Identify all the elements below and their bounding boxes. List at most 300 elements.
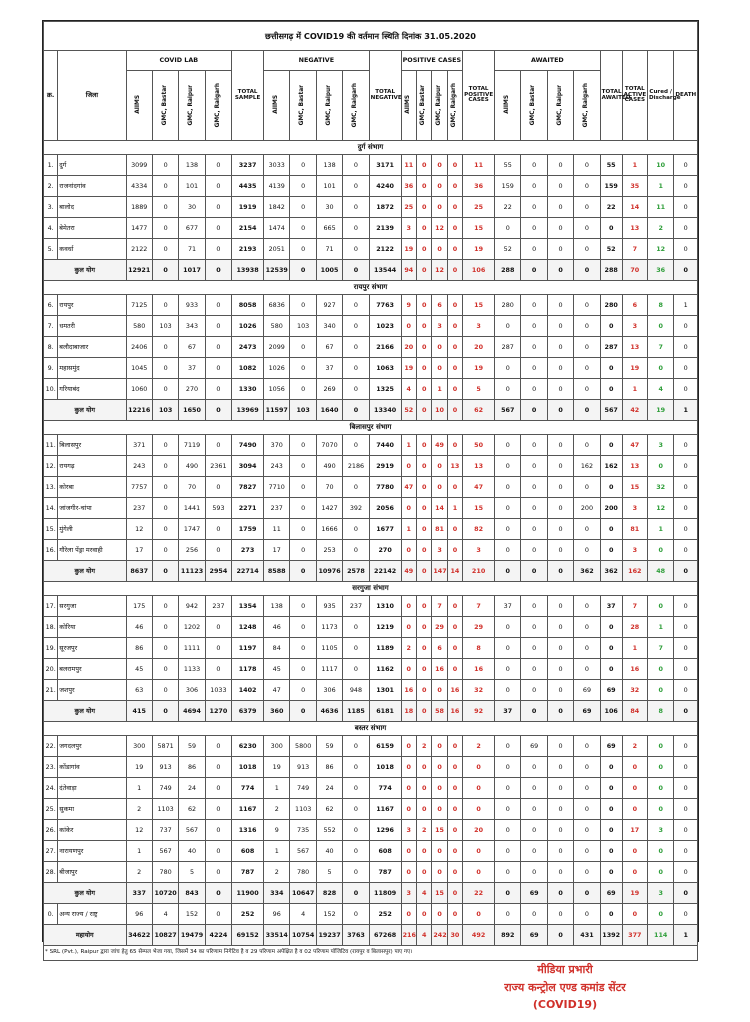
cell-value: 0 [205,155,231,176]
serial-number: 26. [44,820,58,841]
cell-value: 0 [447,862,462,883]
cell-value: 273 [232,540,264,561]
cell-value: 0 [205,841,231,862]
cell-value: 0 [521,239,547,260]
cell-value: 0 [205,638,231,659]
cell-value: 1 [622,638,647,659]
cell-value: 0 [547,176,573,197]
cell-value: 101 [179,176,205,197]
cell-value: 0 [343,883,369,904]
cell-value: 3 [463,540,495,561]
serial-number: 25. [44,799,58,820]
cell-value: 20 [401,337,416,358]
cell-value: 0 [547,561,573,582]
cell-value: 17 [126,540,152,561]
cell-value: 0 [547,400,573,421]
cell-value: 0 [521,757,547,778]
cell-value: 0 [521,904,547,925]
cell-value: 1889 [126,197,152,218]
serial-number: 20. [44,659,58,680]
cell-value: 0 [574,519,600,540]
cell-value: 2122 [369,239,401,260]
cell-value: 0 [343,540,369,561]
cell-value: 1441 [179,498,205,519]
district-name: बीजापुर [58,862,126,883]
cell-value: 16 [447,701,462,722]
district-name: रायपुर [58,295,126,316]
cell-value: 0 [290,617,316,638]
cell-value: 0 [600,820,622,841]
cell-value: 82 [463,519,495,540]
cell-value: 0 [600,358,622,379]
cell-value: 67 [179,337,205,358]
cell-value: 0 [343,316,369,337]
serial-number: 5. [44,239,58,260]
cell-value: 392 [343,498,369,519]
district-name: मुंगेली [58,519,126,540]
cell-value: 913 [290,757,316,778]
cell-value: 787 [232,862,264,883]
cell-value: 0 [432,456,447,477]
cell-value: 0 [447,337,462,358]
cell-value: 0 [447,757,462,778]
cell-value: 300 [126,736,152,757]
await-subheader-label: GMC, Bastar [530,84,537,125]
cell-value: 152 [179,904,205,925]
cell-value: 0 [521,680,547,701]
cell-value: 12216 [126,400,152,421]
cell-value: 0 [674,337,698,358]
cell-value: 0 [416,904,431,925]
cell-value: 69 [574,680,600,701]
cell-value: 4240 [369,176,401,197]
cell-value: 0 [547,337,573,358]
cell-value: 0 [574,904,600,925]
cell-value: 0 [495,799,521,820]
district-header: जिला [58,51,126,141]
cell-value: 1 [264,841,290,862]
cell-value: 490 [316,456,342,477]
cell-value: 0 [622,862,647,883]
total-awaited-header: TOTAL AWAITED [600,51,622,141]
cell-value: 0 [401,456,416,477]
cell-value: 0 [547,295,573,316]
cell-value: 0 [416,540,431,561]
report-sheet [42,20,699,956]
cell-value: 13 [463,456,495,477]
cell-value: 13544 [369,260,401,281]
cell-value: 6379 [232,701,264,722]
cell-value: 1 [674,400,698,421]
serial-number: 19. [44,638,58,659]
cell-value: 0 [674,659,698,680]
cell-value: 0 [647,862,673,883]
cell-value: 0 [447,379,462,400]
cell-value: 0 [600,757,622,778]
cell-value: 0 [432,176,447,197]
cell-value: 1310 [369,596,401,617]
cell-value: 20 [463,820,495,841]
cell-value: 0 [447,659,462,680]
cell-value: 0 [205,435,231,456]
cell-value: 306 [316,680,342,701]
cell-value: 0 [432,680,447,701]
cell-value: 7757 [126,477,152,498]
cell-value: 3 [401,820,416,841]
cell-value: 0 [495,736,521,757]
cell-value: 0 [290,540,316,561]
cell-value: 0 [401,862,416,883]
cell-value: 0 [401,617,416,638]
cell-value: 46 [264,617,290,638]
cell-value: 1747 [179,519,205,540]
cell-value: 0 [547,197,573,218]
cell-value: 0 [674,477,698,498]
cell-value: 1202 [179,617,205,638]
cell-value: 58 [432,701,447,722]
cell-value: 8058 [232,295,264,316]
cell-value: 37 [495,596,521,617]
cell-value: 0 [600,316,622,337]
signature-office: राज्य कन्ट्रोल एण्ड कमांड सेंटर [504,981,626,994]
cell-value: 47 [264,680,290,701]
cell-value: 69 [600,736,622,757]
cell-value: 0 [547,617,573,638]
cell-value: 0 [432,736,447,757]
cell-value: 1 [647,519,673,540]
cell-value: 81 [432,519,447,540]
cell-value: 580 [126,316,152,337]
cell-value: 0 [152,561,178,582]
cell-value: 5800 [290,736,316,757]
cell-value: 7 [622,596,647,617]
cell-value: 0 [463,799,495,820]
cell-value: 0 [432,477,447,498]
cell-value: 0 [432,757,447,778]
cell-value: 2154 [232,218,264,239]
serial-number: 22. [44,736,58,757]
cell-value: 55 [495,155,521,176]
cell-value: 0 [205,540,231,561]
cell-value: 0 [416,218,431,239]
district-name: राजनांदगांव [58,176,126,197]
total-positive-header: TOTAL POSITIVE CASES [463,51,495,141]
neg-subheader [343,71,369,141]
cell-value: 0 [647,596,673,617]
cell-value: 0 [547,477,573,498]
district-name: बालोद [58,197,126,218]
cell-value: 0 [343,736,369,757]
cell-value: 0 [674,883,698,904]
cell-value: 0 [574,197,600,218]
cell-value: 1 [126,778,152,799]
cell-value: 15 [432,820,447,841]
pos-subheader [447,71,462,141]
cell-value: 0 [547,659,573,680]
cell-value: 0 [205,379,231,400]
cell-value: 1650 [179,400,205,421]
district-name: गरियाबंद [58,379,126,400]
cell-value: 2473 [232,337,264,358]
cell-value: 665 [316,218,342,239]
cell-value: 0 [495,477,521,498]
division-name: बस्तर संभाग [44,722,698,736]
cell-value: 0 [416,498,431,519]
cell-value: 7763 [369,295,401,316]
cell-value: 0 [401,778,416,799]
cell-value: 0 [674,638,698,659]
cell-value: 69 [574,701,600,722]
cell-value: 0 [447,736,462,757]
cell-value: 0 [416,295,431,316]
cell-value: 0 [674,540,698,561]
cell-value: 5871 [152,736,178,757]
cell-value: 49 [432,435,447,456]
report-title: छत्तीसगढ़ में COVID19 की वर्तमान स्थिति दिनांक 31.05.2020 [44,22,698,51]
cell-value: 0 [674,561,698,582]
cell-value: 0 [152,498,178,519]
cell-value: 1005 [316,260,342,281]
cell-value: 237 [126,498,152,519]
cell-value: 0 [521,540,547,561]
cell-value: 780 [152,862,178,883]
district-name: धमतरी [58,316,126,337]
cell-value: 0 [674,736,698,757]
cell-value: 0 [290,477,316,498]
cell-value: 774 [232,778,264,799]
cell-value: 0 [152,197,178,218]
cell-value: 0 [401,316,416,337]
division-total-row [44,561,698,582]
cell-value: 1056 [264,379,290,400]
table-row [44,540,698,561]
cell-value: 300 [264,736,290,757]
cell-value: 0 [600,379,622,400]
cell-value: 0 [600,841,622,862]
cell-value: 0 [152,218,178,239]
cell-value: 0 [495,680,521,701]
cell-value: 19 [463,239,495,260]
cell-value: 0 [447,904,462,925]
cell-value: 11597 [264,400,290,421]
table-row [44,358,698,379]
cell-value: 0 [152,617,178,638]
cell-value: 0 [416,197,431,218]
cell-value: 0 [495,456,521,477]
cell-value: 46 [126,617,152,638]
cell-value: 0 [521,295,547,316]
cell-value: 0 [205,778,231,799]
district-name: कवर्धा [58,239,126,260]
cell-value: 3 [647,883,673,904]
cell-value: 147 [432,561,447,582]
cell-value: 35 [622,176,647,197]
cell-value: 1033 [205,680,231,701]
cell-value: 0 [521,841,547,862]
cell-value: 15 [463,498,495,519]
cell-value: 106 [463,260,495,281]
cell-value: 24 [179,778,205,799]
cell-value: 0 [152,337,178,358]
cell-value: 3 [622,316,647,337]
pos-subheader-label: AIIMS [404,95,411,115]
cell-value: 0 [674,498,698,519]
cell-value: 86 [179,757,205,778]
cell-value: 0 [547,379,573,400]
cell-value: 10827 [152,925,178,946]
cell-value: 0 [447,358,462,379]
cell-value: 0 [674,862,698,883]
cell-value: 7490 [232,435,264,456]
cell-value: 11 [463,155,495,176]
cell-value: 5 [463,379,495,400]
cell-value: 71 [316,239,342,260]
cell-value: 1392 [600,925,622,946]
cell-value: 2 [264,862,290,883]
table-row [44,337,698,358]
cell-value: 0 [205,337,231,358]
cell-value: 0 [521,218,547,239]
table-row [44,820,698,841]
cured-header: Cured / Discharge [647,51,673,141]
cell-value: 0 [495,379,521,400]
cell-value: 0 [416,260,431,281]
cell-value: 11123 [179,561,205,582]
neg-subheader [264,71,290,141]
cell-value: 14 [432,498,447,519]
cell-value: 1060 [126,379,152,400]
cell-value: 0 [521,197,547,218]
cell-value: 2139 [369,218,401,239]
cell-value: 0 [647,799,673,820]
cell-value: 86 [316,757,342,778]
cell-value: 774 [369,778,401,799]
cell-value: 3 [432,316,447,337]
cell-value: 52 [600,239,622,260]
cell-value: 200 [574,498,600,519]
cell-value: 11 [264,519,290,540]
cell-value: 0 [495,904,521,925]
cell-value: 0 [290,155,316,176]
cell-value: 0 [205,820,231,841]
cell-value: 0 [547,925,573,946]
cell-value: 34622 [126,925,152,946]
cell-value: 12539 [264,260,290,281]
cell-value: 1 [674,295,698,316]
cell-value: 0 [343,400,369,421]
cell-value: 69152 [232,925,264,946]
cell-value: 70 [316,477,342,498]
cell-value: 0 [205,400,231,421]
cell-value: 6230 [232,736,264,757]
cell-value: 7070 [316,435,342,456]
grand-total-row [44,925,698,946]
table-row [44,638,698,659]
cell-value: 2 [401,638,416,659]
cell-value: 0 [290,701,316,722]
cell-value: 0 [600,435,622,456]
cell-value: 0 [416,358,431,379]
cell-value: 12 [432,260,447,281]
cell-value: 0 [343,617,369,638]
cell-value: 47 [401,477,416,498]
cell-value: 1919 [232,197,264,218]
cell-value: 29 [463,617,495,638]
cell-value: 0 [674,617,698,638]
cell-value: 138 [316,155,342,176]
cell-value: 0 [547,498,573,519]
cell-value: 0 [547,701,573,722]
cell-value: 0 [416,778,431,799]
cell-value: 0 [343,757,369,778]
cell-value: 6 [432,638,447,659]
cell-value: 52 [401,400,416,421]
cell-value: 1270 [205,701,231,722]
cell-value: 0 [152,358,178,379]
cell-value: 0 [674,596,698,617]
cell-value: 0 [343,176,369,197]
cell-value: 4139 [264,176,290,197]
table-row [44,596,698,617]
cell-value: 0 [343,862,369,883]
division-header-row [44,281,698,295]
pos-subheader [432,71,447,141]
cell-value: 0 [152,596,178,617]
serial-number: 17. [44,596,58,617]
serial-number: 1. [44,155,58,176]
cell-value: 3033 [264,155,290,176]
table-row [44,799,698,820]
cell-value: 242 [432,925,447,946]
table-row [44,680,698,701]
cell-value: 0 [447,638,462,659]
cell-value: 2 [416,820,431,841]
cell-value: 0 [290,638,316,659]
cell-value: 0 [432,337,447,358]
table-row [44,659,698,680]
cell-value: 0 [521,778,547,799]
cell-value: 1178 [232,659,264,680]
cell-value: 12 [432,218,447,239]
cell-value: 29 [432,617,447,638]
cell-value: 0 [547,883,573,904]
cell-value: 16 [432,659,447,680]
cell-value: 2122 [126,239,152,260]
cell-value: 0 [574,316,600,337]
cell-value: 0 [416,435,431,456]
cell-value: 0 [416,519,431,540]
cell-value: 1 [647,176,673,197]
cell-value: 69 [521,736,547,757]
cell-value: 0 [547,736,573,757]
cell-value: 0 [521,477,547,498]
cell-value: 36 [463,176,495,197]
cell-value: 7 [647,337,673,358]
cell-value: 0 [674,904,698,925]
cell-value: 0 [447,260,462,281]
cell-value: 103 [152,316,178,337]
cell-value: 0 [343,778,369,799]
cell-value: 0 [343,659,369,680]
cell-value: 948 [343,680,369,701]
cell-value: 0 [205,904,231,925]
division-name: दुर्ग संभाग [44,141,698,155]
cell-value: 0 [495,617,521,638]
cell-value: 162 [622,561,647,582]
cell-value: 0 [495,519,521,540]
cell-value: 288 [495,260,521,281]
cell-value: 270 [179,379,205,400]
